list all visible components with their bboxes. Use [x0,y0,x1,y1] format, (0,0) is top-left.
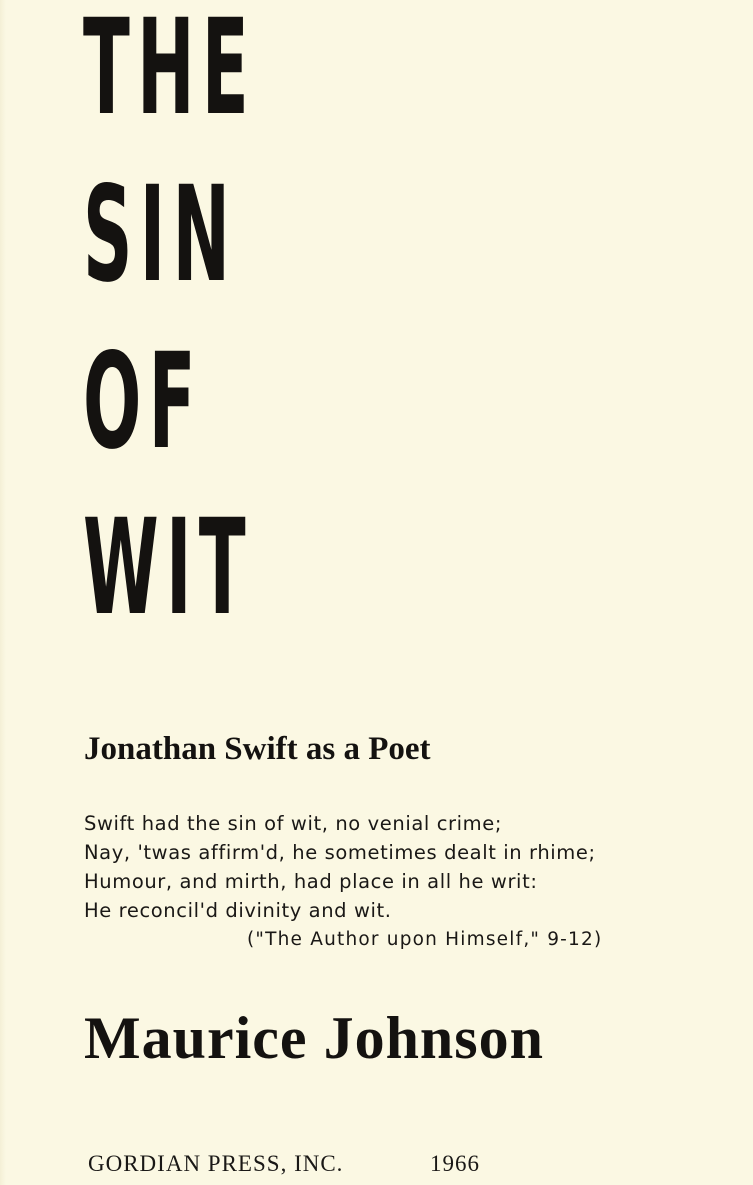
publication-year: 1966 [430,1151,480,1176]
epigraph-line: Nay, 'twas affirm'd, he sometimes dealt in rhime; [84,841,596,864]
title-word-the: THE [83,0,256,145]
epigraph-citation: ("The Author upon Himself," 9-12) [247,929,603,950]
title-word-of: OF [83,325,203,479]
publisher-name: GORDIAN PRESS, INC. [88,1151,344,1176]
title-word-sin: SIN [83,158,238,312]
author-name: Maurice Johnson [84,1005,545,1071]
title-word-wit: WIT [83,491,253,645]
epigraph-line: He reconcil'd divinity and wit. [84,899,392,922]
epigraph-line: Swift had the sin of wit, no venial crime; [84,812,503,835]
subtitle: Jonathan Swift as a Poet [84,731,431,767]
epigraph-line: Humour, and mirth, had place in all he writ: [84,870,538,893]
epigraph [84,809,602,954]
